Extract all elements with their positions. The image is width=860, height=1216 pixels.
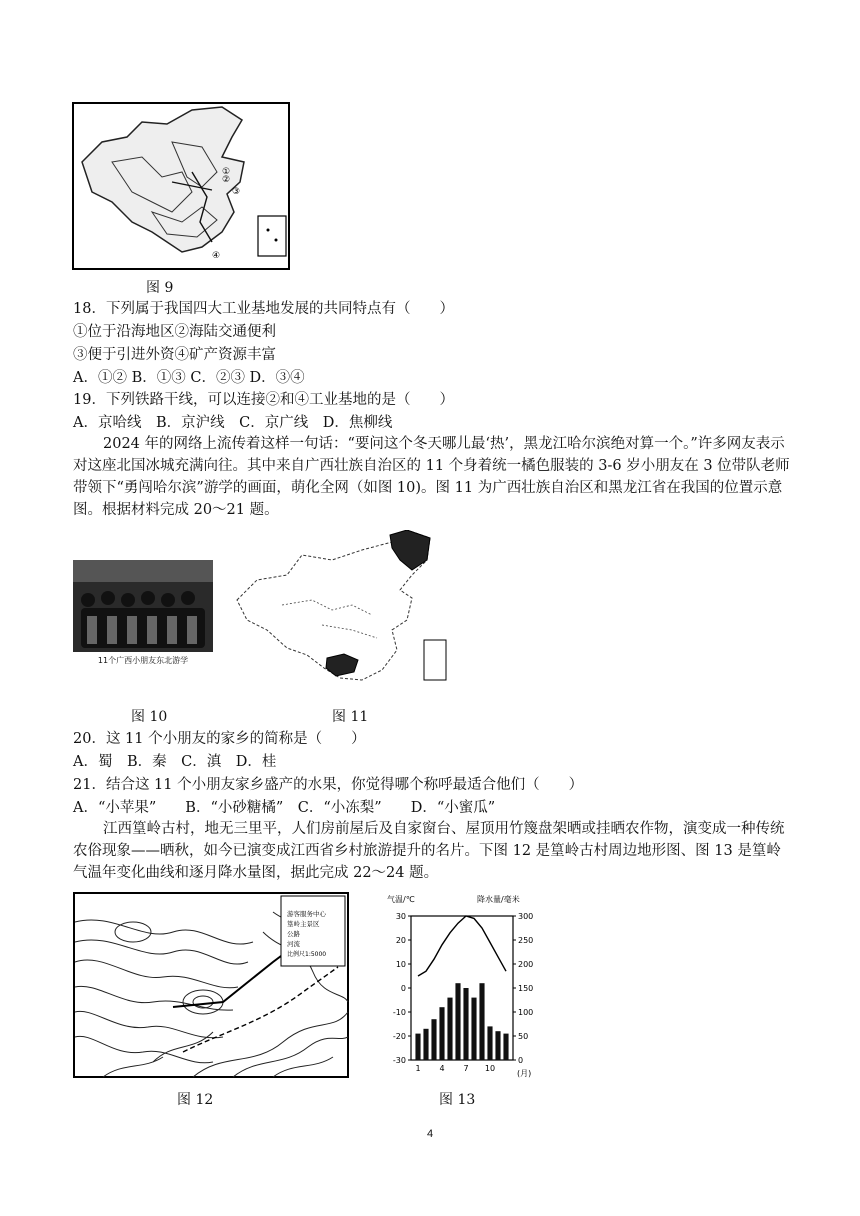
month-tick-label: 10: [484, 1064, 496, 1073]
question-21-stem: 21．结合这 11 个小朋友家乡盛产的水果，你觉得哪个称呼最适合他们（ ）: [73, 777, 584, 793]
question-18-options-2: ③便于引进外资④矿产资源丰富: [73, 347, 276, 363]
figure-13-caption: 图 13: [439, 1092, 476, 1108]
china-map-svg: [72, 102, 290, 270]
month-tick-label: 4: [439, 1064, 445, 1073]
precip-bar: [487, 1026, 492, 1060]
question-20-stem: 20．这 11 个小朋友的家乡的简称是（ ）: [73, 731, 366, 747]
figure-11-caption: 图 11: [332, 709, 369, 725]
precip-bar: [495, 1031, 500, 1060]
photo-caption: 11个广西小朋友东北游学: [97, 656, 189, 665]
figure-10-photo: [73, 560, 213, 670]
figure-12-caption: 图 12: [177, 1092, 214, 1108]
precip-bar: [431, 1019, 436, 1060]
right-tick-label: 300: [518, 912, 534, 921]
months-unit-label: (月): [517, 1069, 532, 1078]
question-21-choices: A．“小苹果” B．“小砂糖橘” C．“小冻梨” D．“小蜜瓜”: [73, 800, 496, 816]
precip-bar: [439, 1007, 444, 1060]
precip-bar: [447, 998, 452, 1060]
left-tick-label: 20: [395, 936, 406, 945]
marker-3: ③: [232, 187, 241, 197]
precip-bar: [423, 1029, 428, 1060]
precip-bar: [471, 998, 476, 1060]
china-outline-svg: [232, 530, 454, 695]
material-paragraph-2: [73, 818, 793, 884]
figure-9-china-map: [72, 102, 290, 270]
right-tick-label: 50: [518, 1032, 529, 1041]
material-text-1: 2024 年的网络上流传着这样一句话：“要问这个冬天哪儿最‘热’，黑龙江哈尔滨绝对算一个。”许多网友表示对这座北国冰城充满向往。其中来自广西壮族自治区的 11 个身着统一橘色服装的 3-6 岁小朋友在 3 位带队老师带领下“勇闯哈尔滨”游学的画面，萌化全网（如图 10)。图 11 为广西壮族自治区和黑龙江省在我国的位置示意图。根据材料完成 20～21 题。: [73, 436, 790, 518]
page-number: 4: [426, 1128, 434, 1140]
contour-map-svg: [73, 892, 349, 1078]
figure-12-contour-map: [73, 892, 349, 1078]
question-19-stem: 19．下列铁路干线，可以连接②和④工业基地的是（ ）: [73, 392, 454, 408]
question-19-choices: A．京哈线 B．京沪线 C．京广线 D．焦柳线: [73, 415, 393, 431]
question-20-choices: A．蜀 B．秦 C．滇 D．桂: [73, 754, 277, 770]
right-tick-label: 250: [518, 936, 534, 945]
precip-bar: [479, 983, 484, 1060]
left-tick-label: 10: [395, 960, 406, 969]
left-tick-label: 30: [395, 912, 406, 921]
figure-11-china-map: [232, 530, 454, 695]
right-tick-label: 0: [518, 1056, 524, 1065]
right-tick-label: 100: [518, 1008, 534, 1017]
figure-9-caption: 图 9: [146, 280, 174, 296]
month-tick-label: 7: [463, 1064, 469, 1073]
legend-river: 河流: [287, 940, 300, 948]
right-tick-label: 200: [518, 960, 534, 969]
right-tick-label: 150: [518, 984, 534, 993]
marker-2: ②: [222, 175, 231, 185]
left-tick-label: -10: [392, 1008, 406, 1017]
left-tick-label: 0: [400, 984, 406, 993]
month-tick-label: 1: [415, 1064, 421, 1073]
marker-4: ④: [212, 251, 221, 261]
legend-visitor-center: 游客服务中心: [287, 910, 326, 918]
question-18-options-1: ①位于沿海地区②海陆交通便利: [73, 324, 276, 340]
climate-chart-svg: [385, 890, 545, 1078]
photo-svg: [73, 560, 213, 670]
temperature-curve: [418, 916, 506, 976]
left-axis-title: 气温/℃: [387, 895, 415, 904]
precip-bar: [463, 988, 468, 1060]
legend-road: 公路: [287, 930, 300, 938]
material-paragraph-1: [73, 433, 793, 521]
question-18-stem: 18．下列属于我国四大工业基地发展的共同特点有（ ）: [73, 301, 454, 317]
legend-scale: 比例尺1:5000: [287, 951, 327, 958]
precip-bar: [455, 983, 460, 1060]
marker-1: ①: [222, 167, 231, 177]
left-tick-label: -30: [392, 1056, 406, 1065]
figure-13-climate-chart: [385, 890, 545, 1078]
material-text-2: 江西篁岭古村，地无三里平，人们房前屋后及自家窗台、屋顶用竹篾盘架晒或挂晒农作物，演变成一种传统农俗现象——晒秋，如今已演变成江西省乡村旅游提升的名片。下图 12 是篁岭古村周边地形图、图 13 是篁岭气温年变化曲线和逐月降水量图，据此完成 22～24 题。: [73, 821, 785, 881]
precip-bar: [503, 1034, 508, 1060]
figure-10-caption: 图 10: [131, 709, 168, 725]
right-axis-title: 降水量/毫米: [477, 895, 520, 904]
left-tick-label: -20: [392, 1032, 406, 1041]
legend-scenic-area: 篁岭主景区: [287, 920, 320, 928]
question-18-choices: A．①② B．①③ C．②③ D．③④: [73, 370, 305, 386]
precip-bar: [415, 1034, 420, 1060]
